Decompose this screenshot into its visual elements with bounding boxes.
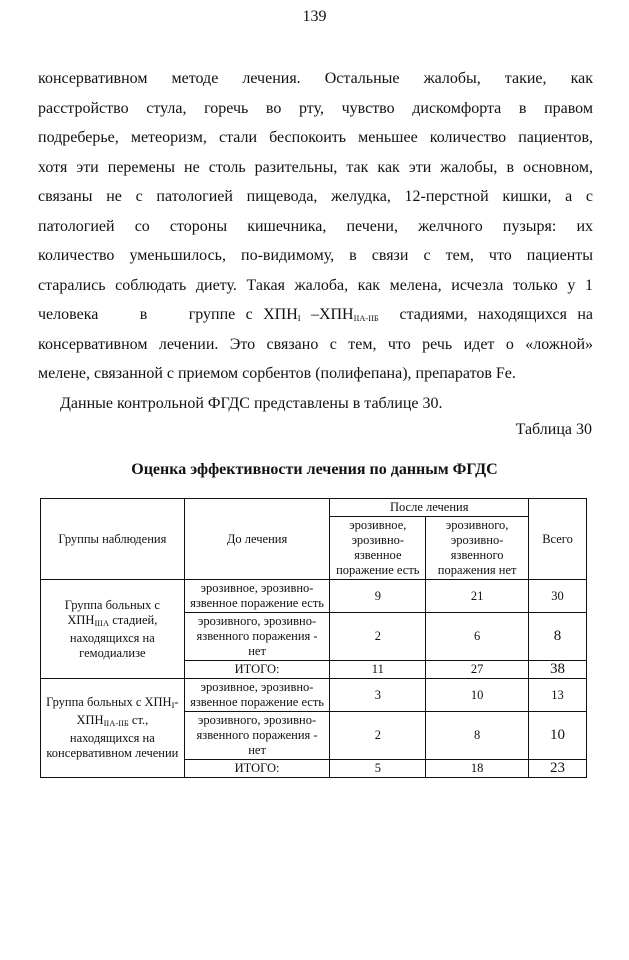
text-line: мелене, связанной с приемом сорбентов (полифепана), препаратов Fe.: [38, 365, 516, 382]
subscript: IIA-IIБ: [103, 718, 129, 728]
cell-total: 10: [529, 712, 587, 760]
page-number: 139: [302, 8, 327, 25]
text-fragment: ст., находящихся на консервативном лечении: [46, 713, 179, 760]
cell-total: 23: [529, 760, 587, 778]
table-number-label: Таблица 30: [515, 421, 592, 438]
text-fragment: стадиями, находящихся на: [378, 306, 594, 323]
body-text: [38, 64, 593, 418]
cell-value: 3: [330, 679, 426, 712]
subscript: I: [297, 313, 301, 323]
text-fragment: Группа больных с ХПН: [64, 597, 160, 627]
header-after: После лечения: [330, 499, 529, 517]
text-line: старались соблюдать диету. Такая жалоба, как мелена, исчезла только у 1: [38, 276, 593, 294]
text-fragment: -ХПН: [76, 695, 179, 727]
itogo-label: ИТОГО:: [184, 760, 330, 778]
cell-before: эрозивного, эрозивно-язвенного поражения - нет: [184, 712, 330, 760]
header-after-lesion-yes: эрозивное, эрозивно-язвенное поражение есть: [330, 517, 426, 580]
subscript: IIIA: [94, 617, 110, 628]
header-after-lesion-no: эрозивного, эрозивно-язвенного поражения нет: [426, 517, 529, 580]
cell-value: 2: [330, 712, 426, 760]
cell-total: 30: [529, 580, 587, 613]
table-row: [41, 580, 587, 613]
cell-value: 5: [330, 760, 426, 778]
cell-value: 8: [426, 712, 529, 760]
subscript: IIA-IIБ: [353, 313, 379, 323]
cell-value: 2: [330, 613, 426, 661]
cell-before: эрозивное, эрозивно-язвенное поражение есть: [184, 580, 330, 613]
text-line: расстройство стула, горечь во рту, чувство дискомфорта в правом: [38, 99, 593, 117]
text-line: патологией со стороны кишечника, печени, желчного пузыря: их: [38, 217, 593, 235]
text-line: [38, 300, 593, 330]
table-caption: Оценка эффективности лечения по данным ФГДС: [131, 461, 498, 478]
cell-total: 38: [529, 661, 587, 679]
group-label: [41, 580, 185, 679]
table-row: [41, 679, 587, 712]
subscript: I: [171, 700, 175, 710]
cell-before: эрозивное, эрозивно-язвенное поражение есть: [184, 679, 330, 712]
group-label: [41, 679, 185, 778]
text-fragment: человека в группе с ХПН: [38, 306, 298, 323]
cell-before: эрозивного, эрозивно-язвенного поражения - нет: [184, 613, 330, 661]
cell-value: 10: [426, 679, 529, 712]
text-fragment: стадией, находящихся на гемодиализе: [69, 612, 158, 660]
text-fragment: Группа больных с ХПН: [46, 695, 172, 709]
cell-total: 13: [529, 679, 587, 712]
cell-value: 21: [426, 580, 529, 613]
cell-value: 9: [330, 580, 426, 613]
cell-value: 11: [330, 661, 426, 679]
text-line: количество уменьшилось, по-видимому, в связи с тем, что пациенты: [38, 247, 593, 264]
text-line: подреберье, метеоризм, стали беспокоить меньшее количество пациентов,: [38, 129, 593, 146]
header-before: До лечения: [184, 499, 330, 580]
paragraph-2: Данные контрольной ФГДС представлены в таблице 30.: [60, 394, 443, 412]
itogo-label: ИТОГО:: [184, 661, 330, 679]
text-line: консервативном методе лечения. Остальные жалобы, такие, как: [38, 70, 593, 87]
text-line: хотя эти перемены не столь разительны, так как эти жалобы, в основном,: [38, 158, 593, 176]
results-table: [40, 498, 587, 778]
cell-total: 8: [529, 613, 587, 661]
header-groups: Группы наблюдения: [41, 499, 185, 580]
header-total: Всего: [529, 499, 587, 580]
table-header-row: [41, 499, 587, 517]
cell-value: 27: [426, 661, 529, 679]
text-line: связаны не с патологией пищевода, желудка, 12-перстной кишки, а с: [38, 188, 593, 205]
cell-value: 18: [426, 760, 529, 778]
text-line: консервативном лечении. Это связано с тем, что речь идет о «ложной»: [38, 335, 593, 353]
cell-value: 6: [426, 613, 529, 661]
text-fragment: –ХПН: [300, 306, 354, 323]
